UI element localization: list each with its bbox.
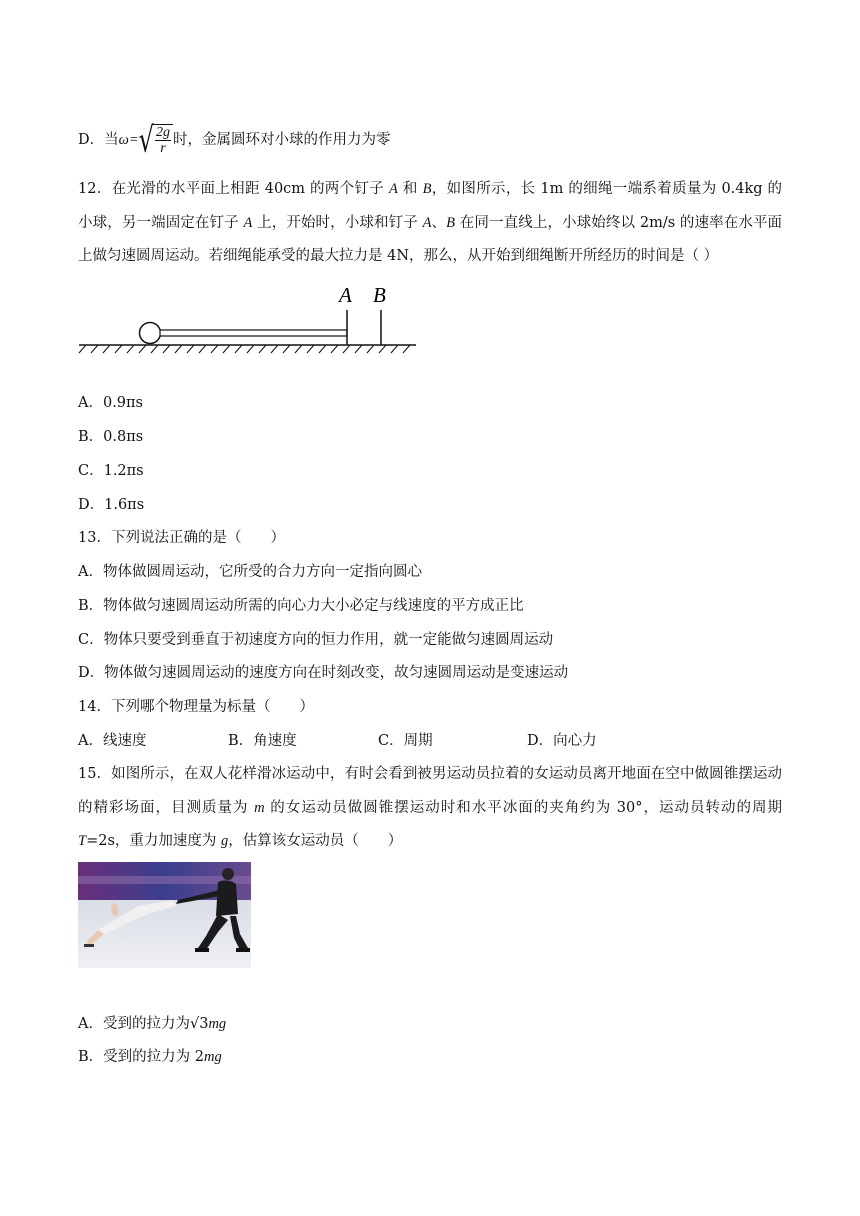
q12-option-a: A．0.9πs bbox=[78, 395, 144, 411]
figure-skating-photo bbox=[78, 862, 251, 968]
q12-nail-a: A bbox=[389, 181, 398, 197]
q12-nail-b: B bbox=[422, 181, 432, 197]
q12-text-3: 球，另一端固定在钉子 bbox=[92, 214, 239, 231]
q12-sep: 、 bbox=[431, 214, 447, 231]
sqrt-three: √3 bbox=[189, 1016, 209, 1032]
label-a: A bbox=[339, 283, 352, 307]
q12-text-1: 12．在光滑的水平面上相距 40cm 的两个钉子 bbox=[78, 181, 385, 197]
q15-text-2a: 运动的精彩场面，目测质量为 bbox=[78, 766, 783, 816]
q13-option-d: D．物体做匀速圆周运动的速度方向在时刻改变，故匀速圆周运动是变速运动 bbox=[78, 665, 569, 681]
q12-text-2: ，如图所示，长 1m 的细绳一端系着质量为 0.4kg 的小 bbox=[78, 181, 783, 231]
q15-option-b-mg: mg bbox=[204, 1049, 222, 1065]
q14-stem: 14．下列哪个物理量为标量（ ） bbox=[78, 699, 314, 715]
q12-option-d: D．1.6πs bbox=[78, 497, 145, 513]
q15-stem bbox=[78, 758, 782, 859]
q14-option-c: C．周期 bbox=[378, 733, 433, 749]
fraction-numerator: 2g bbox=[155, 125, 170, 140]
q12-text-5: 在同一直线上，小球始终以 2m/s 的速率在水平面 bbox=[459, 214, 783, 231]
q15-text-2b: 的女运动员做圆锥摆运动时和水平冰面的夹角约为 30°，运动员转动的周期 bbox=[270, 799, 782, 816]
q15-period-symbol: T bbox=[78, 833, 87, 849]
q11-option-d-prefix: D．当 bbox=[78, 132, 119, 148]
fraction-denominator: r bbox=[160, 141, 166, 156]
q14-option-b: B．角速度 bbox=[228, 733, 297, 749]
q13-stem: 13．下列说法正确的是（ ） bbox=[78, 530, 285, 546]
q14-option-a: A．线速度 bbox=[78, 733, 147, 749]
q12-option-b: B．0.8πs bbox=[78, 429, 144, 445]
q12-nail-a-2: A bbox=[243, 214, 253, 231]
q13-option-b: B．物体做匀速圆周运动所需的向心力大小必定与线速度的平方成正比 bbox=[78, 598, 524, 614]
q13-option-a: A．物体做圆周运动，它所受的合力方向一定指向圆心 bbox=[78, 564, 422, 580]
rope bbox=[160, 330, 347, 336]
fraction bbox=[153, 124, 173, 156]
q12-text-6: 上做匀速圆周运动。若细绳能承受的最大拉力是 4N，那么，从开始到细绳断开所经历的时间是（ ） bbox=[78, 248, 719, 264]
sqrt-fraction bbox=[138, 119, 173, 161]
q12-and: 和 bbox=[402, 181, 418, 197]
q11-option-d-suffix: 时，金属圆环对小球的作用力为零 bbox=[172, 132, 391, 148]
q15-option-b-prefix: B．受到的拉力为 2 bbox=[78, 1049, 204, 1065]
q15-text-1: 15．如图所示，在双人花样滑冰运动中，有时会看到被男运动员拉着的女运动员离开地面在空中做圆锥摆 bbox=[78, 766, 753, 782]
q14-options bbox=[78, 731, 597, 751]
q12-text-4: 上，开始时，小球和钉子 bbox=[257, 214, 418, 231]
q12-nail-a-3: A bbox=[422, 214, 432, 231]
q15-option-b bbox=[78, 1047, 222, 1067]
q12-nail-b-2: B bbox=[446, 214, 456, 231]
q15-gravity-symbol: g bbox=[221, 833, 229, 849]
radical-sign: √ bbox=[138, 119, 154, 161]
q15-option-a-prefix: A．受到的拉力为 bbox=[78, 1016, 190, 1032]
q15-mass-symbol: m bbox=[254, 799, 265, 816]
ground-hatching bbox=[79, 345, 410, 353]
q15-option-a-mg: mg bbox=[208, 1016, 227, 1032]
q13-option-c: C．物体只要受到垂直于初速度方向的恒力作用，就一定能做匀速圆周运动 bbox=[78, 632, 554, 648]
label-b: B bbox=[373, 283, 386, 307]
ball bbox=[140, 323, 161, 344]
omega-symbol: ω= bbox=[118, 132, 139, 148]
q11-option-d bbox=[78, 119, 391, 161]
q15-text-3b: ，估算该女运动员（ ） bbox=[228, 833, 403, 849]
q12-option-c: C．1.2πs bbox=[78, 463, 144, 479]
q12-figure bbox=[76, 280, 421, 356]
q14-option-d: D．向心力 bbox=[527, 733, 597, 749]
q15-text-3a: =2s，重力加速度为 bbox=[86, 833, 217, 849]
q12-stem bbox=[78, 173, 782, 274]
q15-option-a bbox=[78, 1014, 226, 1034]
